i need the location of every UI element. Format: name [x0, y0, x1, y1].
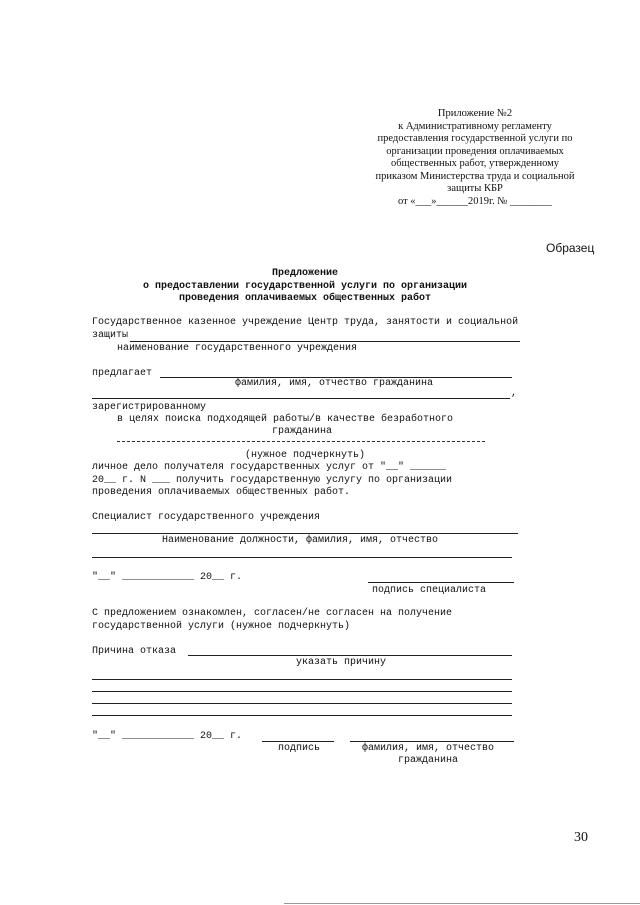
citizen-name-caption: гражданина: [398, 755, 459, 766]
annex-line: Приложение №2: [437, 108, 513, 119]
citizen-name-field-2: [92, 398, 510, 399]
institution-underline: [130, 341, 520, 342]
institution-name: Государственное казенное учреждение Центр труда, занятости и социальной: [92, 317, 519, 328]
refusal-reason-label: Причина отказа: [92, 646, 177, 657]
date-field: "__" ____________ 20__ г.: [92, 731, 243, 742]
reason-line: [92, 715, 512, 716]
specialist-field: [92, 533, 518, 534]
document-subtitle: о предоставлении государственной услуги по организации: [142, 281, 468, 292]
comma: ,: [511, 388, 518, 399]
signature-line: [368, 582, 514, 583]
agreement-text: С предложением ознакомлен, согласен/не согласен на получение: [92, 608, 453, 619]
annex-header: [360, 108, 590, 208]
case-text: личное дело получателя государственных услуг от "__" ______: [92, 462, 447, 473]
case-text: проведения оплачиваемых общественных работ.: [92, 487, 351, 498]
specialist-field-2: [92, 557, 512, 558]
annex-line: к Административному регламенту: [398, 120, 552, 132]
annex-line: общественных работ, утвержденному: [390, 158, 560, 169]
specialist-label: Специалист государственного учреждения: [92, 512, 321, 523]
annex-line: организации проведения оплачиваемых: [386, 145, 564, 157]
document-subtitle: проведения оплачиваемых общественных работ: [178, 293, 432, 304]
annex-line: предоставления государственной услуги по: [377, 133, 573, 144]
name-caption: фамилия, имя, отчество гражданина: [235, 378, 434, 389]
reason-line: [92, 679, 512, 680]
bottom-rule: [284, 903, 640, 904]
refusal-reason-field: [188, 655, 512, 656]
annex-line: от «___»______2019г. № ________: [397, 195, 553, 207]
page-number: 30: [574, 830, 588, 845]
date-field: "__" ____________ 20__ г.: [92, 572, 243, 583]
agreement-text: государственной услуги (нужное подчеркнуть): [92, 621, 351, 632]
sample-label: Образец: [546, 241, 595, 255]
signature-caption: подпись: [278, 743, 321, 754]
annex-line: приказом Министерства труда и социальной: [375, 170, 575, 182]
institution-name-cont: защиты: [92, 330, 129, 341]
dashed-line: [117, 441, 485, 442]
signature-line: [262, 741, 334, 742]
citizen-name-caption: фамилия, имя, отчество: [362, 743, 495, 754]
case-text: 20__ г. N ___ получить государственную услугу по организации: [92, 475, 453, 486]
purpose-text-cont: гражданина: [272, 426, 333, 437]
registered-label: зарегистрированному: [92, 402, 207, 413]
reason-caption: указать причину: [296, 657, 387, 668]
reason-line: [92, 703, 512, 704]
underline-note: (нужное подчеркнуть): [245, 450, 366, 461]
institution-caption: наименование государственного учреждения: [117, 343, 358, 354]
offers-label: предлагает: [92, 368, 153, 379]
annex-line: защиты КБР: [447, 183, 503, 194]
specialist-signature-caption: подпись специалиста: [372, 585, 487, 596]
position-caption: Наименование должности, фамилия, имя, отчество: [162, 535, 439, 546]
citizen-name-line: [350, 741, 514, 742]
reason-line: [92, 691, 512, 692]
document-title: Предложение: [271, 268, 338, 279]
purpose-text: в целях поиска подходящей работы/в качестве безработного: [117, 414, 454, 425]
